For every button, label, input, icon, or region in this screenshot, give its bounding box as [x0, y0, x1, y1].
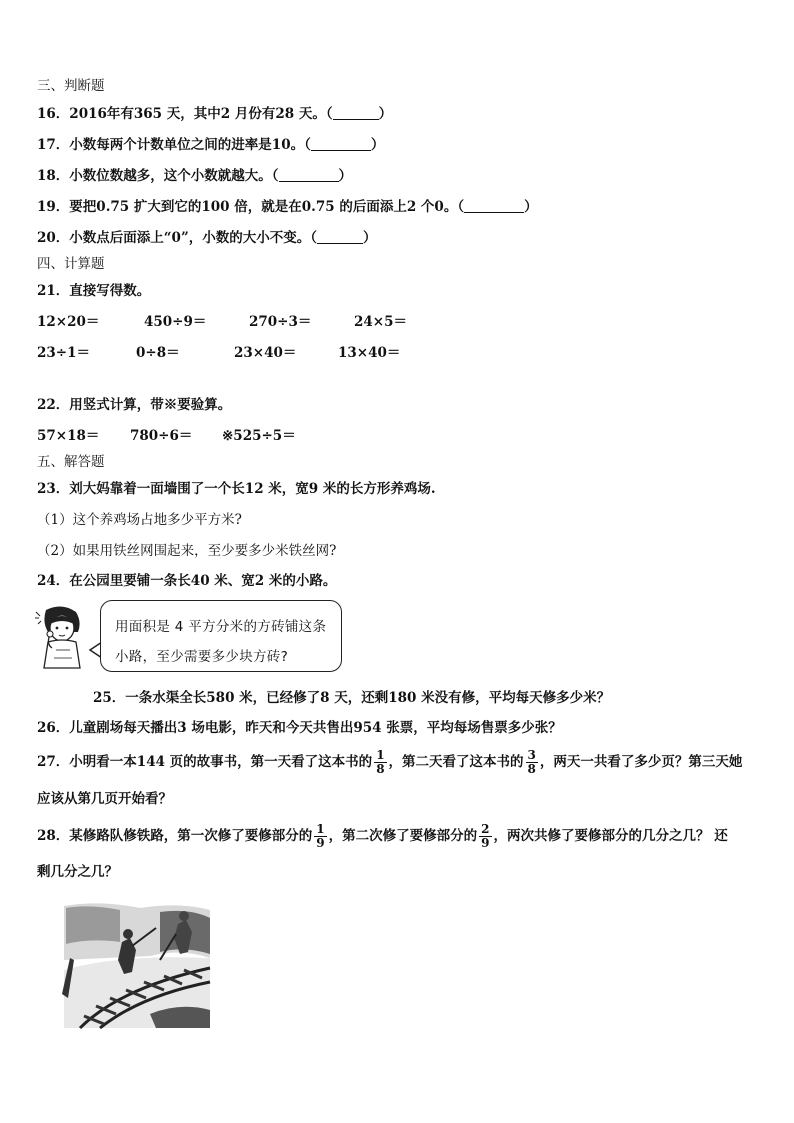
question-28-line-2: 剩几分之几？: [37, 864, 118, 880]
question-text: 用竖式计算，带※要验算。: [69, 397, 232, 413]
question-18: 18．小数位数越多，这个小数就越大。（ ）: [37, 168, 353, 184]
calc-item: ※525÷5＝: [222, 428, 296, 444]
question-16: 16．2016年有365 天，其中2 月份有28 天。（ ）: [37, 106, 393, 122]
calc-item: 23×40＝: [234, 345, 297, 361]
question-number: 26．: [37, 720, 70, 736]
answer-blank[interactable]: [279, 169, 339, 182]
answer-blank[interactable]: [317, 231, 363, 244]
question-27-line-2: 应该从第几页开始看？: [37, 791, 172, 807]
question-17: 17．小数每两个计数单位之间的进率是10。（ ）: [37, 137, 385, 153]
calc-item: 23÷1＝: [37, 345, 90, 361]
section-judge-heading: 三、判断题: [37, 78, 105, 94]
question-number: 24．: [37, 573, 70, 589]
calc-item: 13×40＝: [338, 345, 401, 361]
question-23: [37, 481, 436, 497]
sub-question-2: （2）如果用铁丝网围起来，至少要多少米铁丝网?: [37, 543, 337, 559]
question-21: [37, 283, 150, 299]
question-number: 18．: [37, 168, 70, 184]
answer-blank[interactable]: [333, 107, 379, 120]
question-24: [37, 573, 336, 589]
fraction: $\frac{1}{9}$: [316, 822, 325, 850]
calc-item: 0÷8＝: [136, 345, 180, 361]
section-solve-heading: 五、解答题: [37, 454, 105, 470]
question-number: 28．: [37, 828, 70, 844]
section-calc-heading: 四、计算题: [37, 256, 105, 272]
question-19: 19．要把0.75 扩大到它的100 倍，就是在0.75 的后面添上2 个0。（ ）: [37, 199, 538, 215]
calc-item: 450÷9＝: [144, 314, 207, 330]
question-text: 在公园里要铺一条长40 米、宽2 米的小路。: [69, 573, 337, 589]
calc-item: 57×18＝: [37, 428, 100, 444]
calc-item: 780÷6＝: [130, 428, 193, 444]
question-number: 17．: [37, 137, 70, 153]
calc-item: 24×5＝: [354, 314, 407, 330]
question-28: 28．某修路队修铁路，第一次修了要修部分的 $\frac{1}{9}$ ，第二次修了要修部分的 $\frac{2}{9}$ ，两次共修了要修部分的几分之几？ 还: [37, 822, 728, 850]
question-20: 20．小数点后面添上“0”，小数的大小不变。（ ）: [37, 230, 377, 246]
fraction: $\frac{1}{8}$: [376, 748, 385, 776]
question-number: 16．: [37, 106, 70, 122]
sub-question-1: （1）这个养鸡场占地多少平方米?: [37, 512, 242, 528]
calc-item: 270÷3＝: [249, 314, 312, 330]
question-number: 22．: [37, 397, 70, 413]
question-text: 要把0.75 扩大到它的100 倍，就是在0.75 的后面添上2 个0。（: [69, 199, 465, 215]
question-text: 小数每两个计数单位之间的进率是10。（: [69, 137, 311, 153]
speech-bubble: [100, 600, 342, 672]
question-text: 直接写得数。: [69, 283, 151, 299]
question-text: 小数点后面添上“0”，小数的大小不变。（: [69, 230, 317, 246]
question-text: 2016年有365 天，其中2 月份有28 天。（: [69, 106, 333, 122]
question-22: [37, 397, 231, 413]
question-text: 小数位数越多，这个小数就越大。（: [69, 168, 279, 184]
question-text: 儿童剧场每天播出3 场电影，昨天和今天共售出954 张票，平均每场售票多少张？: [69, 720, 562, 736]
question-number: 27．: [37, 754, 70, 770]
fraction: $\frac{2}{9}$: [481, 822, 490, 850]
answer-blank[interactable]: [311, 138, 371, 151]
answer-blank[interactable]: [464, 200, 524, 213]
thinking-girl-icon: [34, 604, 92, 670]
question-27: 27．小明看一本144 页的故事书，第一天看了这本书的 $\frac{1}{8}$ ，第二天看了这本书的 $\frac{3}{8}$ ，两天一共看了多少页？第三天她: [37, 748, 743, 776]
question-25: 25．一条水渠全长580 米，已经修了8 天，还剩180 米没有修，平均每天修多少米？: [93, 690, 611, 706]
question-text: 刘大妈靠着一面墙围了一个长12 米，宽9 米的长方形养鸡场.: [69, 481, 436, 497]
fraction: $\frac{3}{8}$: [527, 748, 536, 776]
calc-item: 12×20＝: [37, 314, 100, 330]
question-26: [37, 720, 562, 736]
bubble-line-2: 小路，至少需要多少块方砖?: [115, 649, 289, 665]
railway-workers-icon: [60, 898, 214, 1032]
question-number: 23．: [37, 481, 70, 497]
question-number: 20．: [37, 230, 70, 246]
question-number: 19．: [37, 199, 70, 215]
bubble-line-1: 用面积是 4 平方分米的方砖铺这条: [115, 619, 327, 635]
question-number: 21．: [37, 283, 70, 299]
